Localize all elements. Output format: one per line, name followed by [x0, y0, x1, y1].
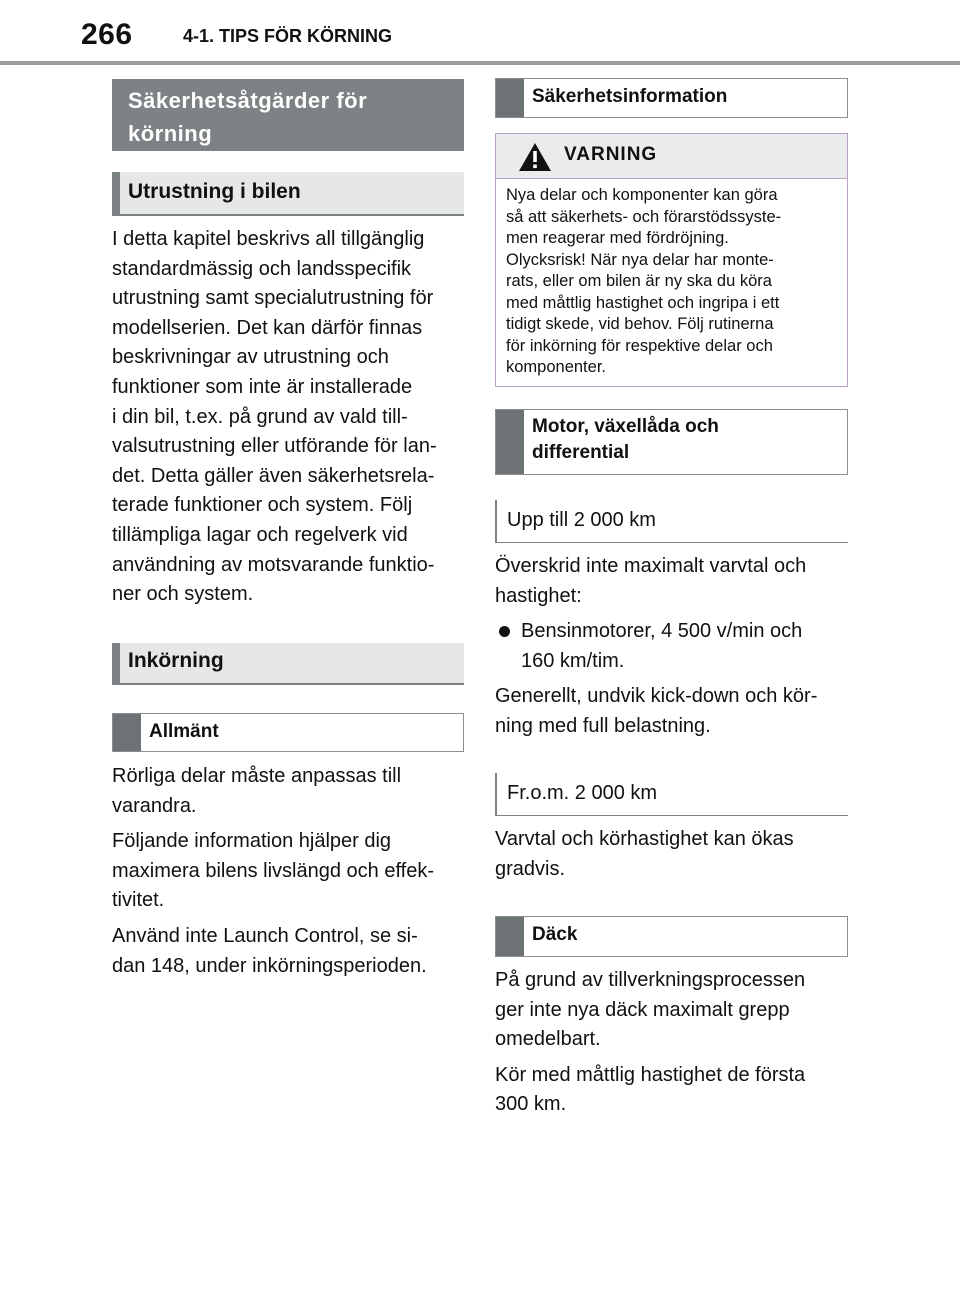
text-line: dan 148, under inkörningsperioden. — [112, 954, 427, 977]
section-title — [112, 79, 464, 151]
heading-line: Motor, växellåda och — [532, 416, 719, 437]
text-line: så att säkerhets- och förarstödssyste- — [506, 207, 782, 226]
heading-line: differential — [532, 442, 630, 463]
text-line: modellserien. Det kan därför finnas — [112, 316, 423, 339]
section-title-line: körning — [128, 121, 213, 146]
text-line: Nya delar och komponenter kan göra — [506, 186, 778, 204]
heading-safety-info-label: Säkerhetsinformation — [532, 86, 728, 107]
heading-general-label: Allmänt — [149, 721, 219, 742]
text-line: valsutrustning eller utförande för lan- — [112, 435, 437, 458]
text-line: beskrivningar av utrustning och — [112, 346, 389, 369]
text-line: rats, eller om bilen är ny ska du köra — [506, 272, 772, 290]
km-label-upto — [495, 500, 848, 543]
upto-paragraphs — [495, 552, 855, 742]
text-line: tillämpliga lagar och regelverk vid — [112, 523, 408, 546]
text-line: utrustning samt specialutrustning för — [112, 287, 434, 310]
text-line: ner och system. — [112, 583, 254, 606]
text-line: med måttlig hastighet och ingripa i ett — [506, 293, 780, 312]
text-line: men reagerar med fördröjning. — [506, 229, 729, 247]
bullet-dot-icon — [495, 617, 521, 676]
text-line: tidigt skede, vid behov. Följ rutinerna — [506, 315, 774, 333]
text-line: Använd inte Launch Control, se si- — [112, 924, 418, 947]
text-line: hastighet: — [495, 584, 582, 607]
text-line: det. Detta gäller även säkerhetsrela- — [112, 464, 435, 487]
text-line: varandra. — [112, 794, 197, 817]
subsection-break-in-label: Inkörning — [128, 649, 224, 672]
subsection-equipment-label: Utrustning i bilen — [128, 180, 301, 203]
text-line: Överskrid inte maximalt varvtal och — [495, 555, 807, 577]
text-line: omedelbart. — [495, 1028, 601, 1051]
heading-tab — [496, 79, 524, 117]
km-label-upto-text: Upp till 2 000 km — [507, 509, 656, 531]
text-line: i din bil, t.ex. på grund av vald till- — [112, 405, 408, 428]
general-paragraphs — [112, 762, 472, 981]
warning-triangle-icon — [518, 142, 552, 172]
heading-general — [112, 713, 464, 752]
text-line: tivitet. — [112, 889, 165, 912]
paragraph — [112, 827, 472, 916]
text-line: Olycksrisk! När nya delar har monte- — [506, 250, 774, 269]
heading-tab — [496, 917, 524, 956]
text-line: 300 km. — [495, 1093, 567, 1116]
text-line: På grund av tillverkningsprocessen — [495, 969, 806, 991]
text-line: Kör med måttlig hastighet de första — [495, 1063, 806, 1086]
text-line: 160 km/tim. — [521, 649, 625, 672]
warning-label: VARNING — [564, 144, 658, 165]
text-line: Rörliga delar måste anpassas till — [112, 765, 402, 787]
heading-safety-info — [495, 78, 848, 118]
text-line: Varvtal och körhastighet kan ökas — [495, 828, 794, 850]
page-number: 266 — [81, 18, 133, 51]
warning-text — [506, 185, 837, 379]
text-line: för inkörning för respektive delar och — [506, 336, 773, 355]
paragraph — [112, 922, 472, 981]
chapter-title: 4-1. TIPS FÖR KÖRNING — [183, 26, 393, 46]
section-title-line: Säkerhetsåtgärder för — [128, 88, 368, 113]
text-line: ger inte nya däck maximalt grepp — [495, 998, 790, 1021]
text-line: Följande information hjälper dig — [112, 830, 392, 853]
text-line: Generellt, undvik kick-down och kör- — [495, 685, 818, 708]
text-line: maximera bilens livslängd och effek- — [112, 859, 435, 882]
paragraph — [112, 762, 472, 821]
tires-paragraphs — [495, 966, 855, 1120]
subsection-break-in — [112, 643, 464, 685]
text-line: användning av motsvarande funktio- — [112, 553, 435, 576]
heading-tab — [496, 410, 524, 474]
paragraph — [495, 966, 855, 1055]
km-label-from-text: Fr.o.m. 2 000 km — [507, 782, 658, 804]
text-line: gradvis. — [495, 857, 566, 880]
heading-engine-label — [532, 414, 837, 466]
paragraph — [495, 552, 855, 611]
text-line: ning med full belastning. — [495, 714, 711, 737]
heading-engine — [495, 409, 848, 475]
text-line: terade funktioner och system. Följ — [112, 494, 413, 517]
warning-header — [496, 134, 847, 179]
text-line: I detta kapitel beskrivs all tillgänglig — [112, 228, 425, 250]
equipment-paragraph — [112, 225, 472, 610]
heading-tires — [495, 916, 848, 957]
text-line: standardmässig och landsspecifik — [112, 257, 412, 280]
heading-tires-label: Däck — [532, 924, 578, 945]
subsection-equipment — [112, 172, 464, 216]
warning-box — [495, 133, 848, 387]
text-line: funktioner som inte är installerade — [112, 375, 413, 398]
km-label-from — [495, 773, 848, 816]
text-line: Bensinmotorer, 4 500 v/min och — [521, 620, 803, 643]
paragraph — [495, 682, 855, 741]
header-divider — [0, 61, 960, 65]
from-paragraph — [495, 825, 855, 884]
bullet-item — [495, 617, 855, 676]
text-line: komponenter. — [506, 358, 606, 376]
heading-tab — [113, 714, 141, 751]
paragraph — [495, 1061, 855, 1120]
